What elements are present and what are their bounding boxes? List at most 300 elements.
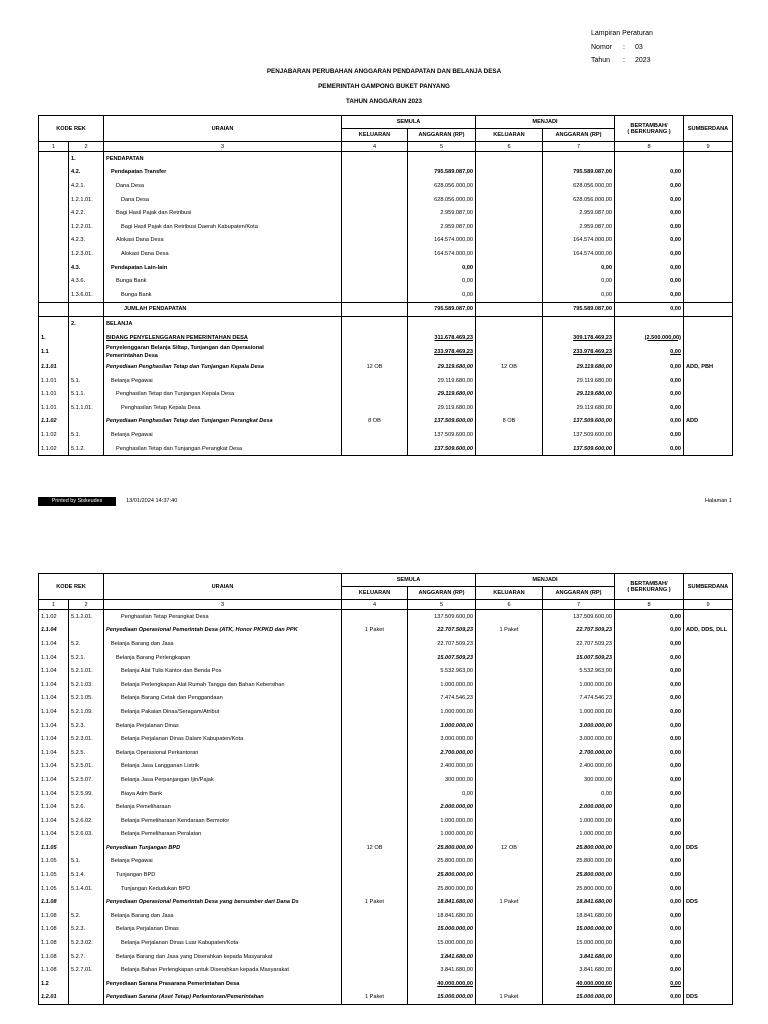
table-row	[39, 977, 733, 991]
keluaran-menjadi-cell: 8 OB	[476, 415, 543, 429]
uraian-cell	[104, 936, 342, 950]
tahun-label: Tahun	[591, 57, 611, 64]
uraian-cell	[104, 360, 342, 374]
selisih-cell: 0,00	[615, 814, 684, 828]
kode-rek-cell	[69, 841, 104, 855]
uraian-text: Belanja Barang Perlengkapan	[116, 654, 191, 661]
keluaran-semula-cell	[342, 388, 408, 402]
uraian-cell	[104, 882, 342, 896]
table-row	[39, 166, 733, 180]
sumberdana-cell: ADD	[684, 415, 733, 429]
uraian-cell	[104, 651, 342, 665]
keluaran-menjadi-header: KELUARAN	[476, 129, 543, 142]
keluaran-semula-cell	[342, 678, 408, 692]
selisih-cell: 0,00	[615, 651, 684, 665]
kode-rek-cell: 4.2.2.	[69, 206, 104, 220]
keluaran-semula-cell: 1 Paket	[342, 991, 408, 1005]
uraian-text: Belanja Pemeliharaan Peralatan	[121, 831, 202, 838]
kode-rek-cell: 5.1.1.	[69, 388, 104, 402]
table-row	[39, 206, 733, 220]
uraian-text: Penyediaan Tunjangan BPD	[106, 844, 181, 851]
keluaran-menjadi-header: KELUARAN	[476, 587, 543, 600]
uraian-cell	[104, 868, 342, 882]
uraian-cell	[104, 247, 342, 261]
anggaran-semula-cell: 137.509.600,00	[408, 415, 476, 429]
kode-bidang-cell	[39, 166, 69, 180]
keluaran-semula-cell	[342, 261, 408, 275]
keluaran-menjadi-cell	[476, 977, 543, 991]
anggaran-menjadi-cell: 137.509.600,00	[543, 428, 615, 442]
table-row	[39, 415, 733, 429]
kode-bidang-cell: 1.1.04	[39, 828, 69, 842]
kode-rek-cell: 1.2.3.01.	[69, 247, 104, 261]
anggaran-semula-cell: 1.000.000,00	[408, 828, 476, 842]
keluaran-semula-cell	[342, 719, 408, 733]
anggaran-semula-cell: 164.574.000,00	[408, 247, 476, 261]
anggaran-semula-cell: 3.841.680,00	[408, 950, 476, 964]
selisih-cell: (2.500.000,00)	[615, 331, 684, 345]
keluaran-menjadi-cell	[476, 302, 543, 317]
kode-bidang-cell	[39, 193, 69, 207]
selisih-cell: 0,00	[615, 637, 684, 651]
kode-bidang-cell	[39, 288, 69, 302]
kode-bidang-cell: 1.1.08	[39, 895, 69, 909]
anggaran-menjadi-cell: 3.000.000,00	[543, 719, 615, 733]
keluaran-menjadi-cell	[476, 868, 543, 882]
table-row	[39, 247, 733, 261]
kode-bidang-cell	[39, 234, 69, 248]
uraian-cell	[104, 705, 342, 719]
kode-bidang-cell: 1.1.08	[39, 950, 69, 964]
anggaran-menjadi-cell: 1.000.000,00	[543, 814, 615, 828]
keluaran-semula-cell	[342, 428, 408, 442]
kode-rek-cell: 5.1.	[69, 374, 104, 388]
anggaran-semula-header: ANGGARAN (RP)	[408, 129, 476, 142]
keluaran-menjadi-cell	[476, 206, 543, 220]
anggaran-semula-cell: 25.800.000,00	[408, 855, 476, 869]
kode-bidang-cell: 1.1.01	[39, 401, 69, 415]
anggaran-menjadi-cell: 164.574.000,00	[543, 247, 615, 261]
sumberdana-cell	[684, 317, 733, 331]
sumberdana-cell	[684, 800, 733, 814]
uraian-text: Belanja Jasa Langganan Listrik	[121, 763, 199, 770]
tahun-colon: :	[623, 57, 625, 64]
keluaran-menjadi-cell	[476, 787, 543, 801]
keluaran-menjadi-cell	[476, 732, 543, 746]
anggaran-menjadi-cell: 3.841.680,00	[543, 963, 615, 977]
sumberdana-cell	[684, 428, 733, 442]
selisih-cell: 0,00	[615, 664, 684, 678]
sumberdana-cell	[684, 179, 733, 193]
page-gap	[0, 520, 768, 555]
kode-bidang-cell: 1.1.08	[39, 963, 69, 977]
semula-header: SEMULA	[342, 116, 476, 129]
tahun-value: 2023	[635, 57, 651, 64]
anggaran-semula-cell: 3.000.000,00	[408, 719, 476, 733]
keluaran-menjadi-cell	[476, 179, 543, 193]
sumberdana-cell	[684, 664, 733, 678]
selisih-cell: 0,00	[615, 166, 684, 180]
keluaran-menjadi-cell	[476, 374, 543, 388]
keluaran-semula-cell	[342, 152, 408, 166]
uraian-cell	[104, 963, 342, 977]
anggaran-menjadi-cell: 25.800.000,00	[543, 882, 615, 896]
anggaran-semula-cell: 2.959.087,00	[408, 220, 476, 234]
table-row	[39, 388, 733, 402]
keluaran-semula-cell	[342, 950, 408, 964]
uraian-text: Tunjangan BPD	[116, 872, 156, 879]
uraian-text: Belanja Operasional Perkantoran	[116, 749, 199, 756]
uraian-cell	[104, 800, 342, 814]
keluaran-menjadi-cell	[476, 428, 543, 442]
kode-rek-cell: 4.2.1.	[69, 179, 104, 193]
selisih-cell: 0,00	[615, 344, 684, 360]
kode-bidang-cell	[39, 317, 69, 331]
uraian-cell	[104, 302, 342, 317]
keluaran-semula-cell: 12 OB	[342, 841, 408, 855]
uraian-cell	[104, 746, 342, 760]
sumberdana-cell	[684, 909, 733, 923]
kode-rek-cell: 5.1.1.01.	[69, 401, 104, 415]
selisih-cell: 0,00	[615, 991, 684, 1005]
kode-bidang-cell	[39, 206, 69, 220]
sumberdana-cell	[684, 344, 733, 360]
table-row	[39, 882, 733, 896]
kode-rek-cell: 5.1.4.01.	[69, 882, 104, 896]
keluaran-menjadi-cell	[476, 637, 543, 651]
uraian-text: Penyelenggaran Belanja Siltap, Tunjangan dan Operasional	[106, 345, 264, 352]
uraian-cell	[104, 787, 342, 801]
anggaran-semula-cell: 1.000.000,00	[408, 678, 476, 692]
table-row	[39, 678, 733, 692]
keluaran-semula-cell	[342, 909, 408, 923]
column-number: 9	[684, 600, 733, 610]
uraian-cell	[104, 773, 342, 787]
anggaran-menjadi-cell: 0,00	[543, 274, 615, 288]
keluaran-menjadi-cell	[476, 401, 543, 415]
kode-bidang-cell: 1.1.04	[39, 773, 69, 787]
report-subtitle-village: PEMERINTAH GAMPONG BUKET PANYANG	[318, 83, 450, 90]
anggaran-semula-cell: 22.707.509,23	[408, 624, 476, 638]
kode-bidang-cell: 1.1.04	[39, 624, 69, 638]
sumberdana-cell	[684, 247, 733, 261]
keluaran-semula-cell	[342, 705, 408, 719]
anggaran-semula-cell: 25.800.000,00	[408, 841, 476, 855]
table-row	[39, 442, 733, 456]
keluaran-semula-cell	[342, 247, 408, 261]
sumberdana-cell	[684, 977, 733, 991]
kode-rek-cell: 4.2.	[69, 166, 104, 180]
keluaran-semula-cell	[342, 855, 408, 869]
sumberdana-cell	[684, 868, 733, 882]
sumberdana-cell	[684, 950, 733, 964]
selisih-cell: 0,00	[615, 787, 684, 801]
anggaran-menjadi-cell: 137.509.600,00	[543, 610, 615, 624]
kode-bidang-cell: 1.1.04	[39, 746, 69, 760]
uraian-cell	[104, 950, 342, 964]
budget-table-page-2	[38, 573, 733, 1005]
keluaran-semula-cell	[342, 344, 408, 360]
kode-rek-cell: 5.2.6.	[69, 800, 104, 814]
selisih-cell: 0,00	[615, 360, 684, 374]
kode-rek-cell: 5.2.6.02.	[69, 814, 104, 828]
keluaran-semula-cell	[342, 193, 408, 207]
uraian-cell	[104, 442, 342, 456]
menjadi-header: MENJADI	[476, 116, 615, 129]
table-row	[39, 637, 733, 651]
table-row	[39, 773, 733, 787]
sumberdana-cell	[684, 274, 733, 288]
keluaran-menjadi-cell	[476, 317, 543, 331]
kode-rek-cell	[69, 624, 104, 638]
anggaran-semula-cell	[408, 317, 476, 331]
kode-rek-cell: 5.1.	[69, 855, 104, 869]
table-row	[39, 152, 733, 166]
bertambah-header	[615, 574, 684, 600]
selisih-cell: 0,00	[615, 234, 684, 248]
anggaran-menjadi-cell: 5.532.963,00	[543, 664, 615, 678]
keluaran-semula-cell	[342, 977, 408, 991]
selisih-cell: 0,00	[615, 442, 684, 456]
uraian-text: Belanja Perjalanan Dinas	[116, 926, 179, 933]
page-number: Halaman 1	[704, 498, 732, 504]
budget-table-page-1	[38, 115, 733, 456]
uraian-cell	[104, 317, 342, 331]
table-row	[39, 624, 733, 638]
uraian-text: Penyediaan Operasional Pemerintah Desa (ATK, Honor PKPKD dan PPK	[106, 627, 298, 634]
kode-rek-cell: 5.1.2.	[69, 442, 104, 456]
uraian-text: Penyediaan Penghasilan Tetap dan Tunjangan Kepala Desa	[106, 364, 264, 371]
kode-bidang-cell: 1.2	[39, 977, 69, 991]
anggaran-semula-cell: 2.959.087,00	[408, 206, 476, 220]
column-number: 2	[69, 142, 104, 152]
kode-bidang-cell: 1.1.08	[39, 909, 69, 923]
anggaran-menjadi-cell: 40.000.000,00	[543, 977, 615, 991]
selisih-cell: 0,00	[615, 428, 684, 442]
anggaran-semula-cell: 233.978.469,23	[408, 344, 476, 360]
anggaran-semula-cell: 2.700.000,00	[408, 746, 476, 760]
table-row	[39, 193, 733, 207]
kode-rek-cell: 1.3.6.01.	[69, 288, 104, 302]
uraian-cell	[104, 732, 342, 746]
keluaran-menjadi-cell: 1 Paket	[476, 991, 543, 1005]
anggaran-menjadi-cell: 628.056.000,00	[543, 193, 615, 207]
kode-bidang-cell: 1.	[39, 331, 69, 345]
uraian-text: Belanja Barang dan Jasa	[111, 912, 174, 919]
uraian-cell	[104, 624, 342, 638]
keluaran-menjadi-cell: 12 OB	[476, 841, 543, 855]
uraian-text: Belanja Pemeliharaan	[116, 804, 171, 811]
kode-bidang-cell: 1.1.04	[39, 705, 69, 719]
anggaran-semula-cell: 0,00	[408, 261, 476, 275]
sumberdana-cell	[684, 746, 733, 760]
anggaran-menjadi-cell: 18.841.680,00	[543, 909, 615, 923]
kode-rek-cell: 1.2.2.01.	[69, 220, 104, 234]
berkurang-label: ( BERKURANG )	[627, 128, 671, 135]
column-number: 3	[104, 600, 342, 610]
anggaran-semula-cell: 25.800.000,00	[408, 868, 476, 882]
keluaran-menjadi-cell	[476, 274, 543, 288]
keluaran-menjadi-cell	[476, 692, 543, 706]
selisih-cell: 0,00	[615, 705, 684, 719]
table-row	[39, 692, 733, 706]
keluaran-semula-cell	[342, 317, 408, 331]
keluaran-semula-cell	[342, 773, 408, 787]
anggaran-semula-cell: 15.000.000,00	[408, 923, 476, 937]
sumberdana-cell	[684, 828, 733, 842]
sumberdana-cell	[684, 787, 733, 801]
keluaran-semula-cell	[342, 868, 408, 882]
sumberdana-header: SUMBERDANA	[684, 574, 733, 600]
keluaran-semula-cell	[342, 936, 408, 950]
selisih-cell: 0,00	[615, 800, 684, 814]
keluaran-semula-cell	[342, 401, 408, 415]
column-number: 2	[69, 600, 104, 610]
anggaran-menjadi-cell: 22.707.509,23	[543, 624, 615, 638]
anggaran-menjadi-header: ANGGARAN (RP)	[543, 129, 615, 142]
keluaran-menjadi-cell	[476, 388, 543, 402]
uraian-text: Tunjangan Kedudukan BPD	[121, 885, 191, 892]
keluaran-semula-cell	[342, 664, 408, 678]
uraian-text: Belanja Pegawai	[111, 858, 153, 865]
kode-rek-cell: 5.2.3.	[69, 719, 104, 733]
kode-rek-cell: 5.2.3.01.	[69, 732, 104, 746]
sumberdana-cell	[684, 374, 733, 388]
table-row	[39, 344, 733, 360]
anggaran-semula-cell: 25.800.000,00	[408, 882, 476, 896]
uraian-cell	[104, 637, 342, 651]
uraian-cell	[104, 977, 342, 991]
anggaran-menjadi-cell: 795.589.087,00	[543, 166, 615, 180]
anggaran-menjadi-cell	[543, 152, 615, 166]
keluaran-menjadi-cell	[476, 909, 543, 923]
anggaran-semula-cell: 137.509.600,00	[408, 428, 476, 442]
table-row	[39, 991, 733, 1005]
uraian-text: Pendapatan Transfer	[111, 169, 167, 176]
kode-bidang-cell	[39, 179, 69, 193]
table-row	[39, 261, 733, 275]
kode-rek-cell: 5.1.2.01.	[69, 610, 104, 624]
sumberdana-cell	[684, 936, 733, 950]
table-row	[39, 179, 733, 193]
keluaran-menjadi-cell	[476, 610, 543, 624]
keluaran-menjadi-cell	[476, 923, 543, 937]
table-row	[39, 950, 733, 964]
uraian-cell	[104, 193, 342, 207]
kode-bidang-cell: 1.1.04	[39, 800, 69, 814]
anggaran-semula-cell: 2.400.000,00	[408, 760, 476, 774]
uraian-cell	[104, 331, 342, 345]
uraian-text: Belanja Perjalanan Dinas	[116, 722, 179, 729]
anggaran-semula-cell: 137.509.600,00	[408, 610, 476, 624]
berkurang-label: ( BERKURANG )	[627, 586, 671, 593]
keluaran-semula-cell	[342, 828, 408, 842]
kode-bidang-cell: 1.1.01	[39, 388, 69, 402]
anggaran-menjadi-cell: 309.178.469,23	[543, 331, 615, 345]
keluaran-semula-cell	[342, 963, 408, 977]
keluaran-semula-cell: 12 OB	[342, 360, 408, 374]
table-header	[39, 574, 733, 610]
kode-bidang-cell: 1.1.04	[39, 664, 69, 678]
sumberdana-cell: DDS	[684, 841, 733, 855]
keluaran-menjadi-cell	[476, 855, 543, 869]
anggaran-menjadi-cell: 233.978.469,23	[543, 344, 615, 360]
kode-rek-cell: 5.2.1.05.	[69, 692, 104, 706]
anggaran-menjadi-cell: 300.000,00	[543, 773, 615, 787]
selisih-cell: 0,00	[615, 206, 684, 220]
keluaran-menjadi-cell: 12 OB	[476, 360, 543, 374]
selisih-cell: 0,00	[615, 692, 684, 706]
anggaran-menjadi-cell: 2.959.087,00	[543, 220, 615, 234]
column-number: 6	[476, 600, 543, 610]
selisih-cell: 0,00	[615, 746, 684, 760]
uraian-cell	[104, 841, 342, 855]
keluaran-semula-cell	[342, 374, 408, 388]
uraian-text: Belanja Perlengkapan Alat Rumah Tangga dan Bahan Kebersihan	[121, 681, 285, 688]
kode-rek-cell: 5.2.3.	[69, 923, 104, 937]
keluaran-menjadi-cell	[476, 664, 543, 678]
keluaran-menjadi-cell	[476, 828, 543, 842]
uraian-text: PENDAPATAN	[106, 155, 144, 162]
uraian-header: URAIAN	[104, 574, 342, 600]
kode-rek-cell: 5.1.4.	[69, 868, 104, 882]
table-body	[39, 152, 733, 456]
uraian-cell	[104, 814, 342, 828]
uraian-text: Penyediaan Penghasilan Tetap dan Tunjangan Perangkat Desa	[106, 418, 273, 425]
column-number: 5	[408, 142, 476, 152]
column-number: 4	[342, 142, 408, 152]
anggaran-semula-cell: 15.000.000,00	[408, 936, 476, 950]
kode-bidang-cell: 1.1.01	[39, 374, 69, 388]
keluaran-semula-cell	[342, 882, 408, 896]
sumberdana-cell	[684, 760, 733, 774]
uraian-cell	[104, 274, 342, 288]
keluaran-semula-cell	[342, 746, 408, 760]
uraian-cell	[104, 692, 342, 706]
kode-rek-cell: 2.	[69, 317, 104, 331]
nomor-label: Nomor	[591, 43, 613, 51]
kode-bidang-cell: 1.1.05	[39, 841, 69, 855]
uraian-text: Belanja Bahan Perlengkapan untuk Diserahkan kepada Masyarakat	[121, 967, 289, 974]
kode-rek-cell: 5.2.1.01.	[69, 664, 104, 678]
anggaran-menjadi-cell: 628.056.000,00	[543, 179, 615, 193]
anggaran-semula-cell: 29.119.680,00	[408, 388, 476, 402]
kode-bidang-cell: 1.2.01	[39, 991, 69, 1005]
table-row	[39, 374, 733, 388]
keluaran-semula-cell	[342, 732, 408, 746]
uraian-cell	[104, 828, 342, 842]
keluaran-menjadi-cell	[476, 344, 543, 360]
keluaran-semula-cell	[342, 692, 408, 706]
sumberdana-cell	[684, 220, 733, 234]
uraian-text: BELANJA	[106, 320, 133, 327]
kode-rek-cell	[69, 331, 104, 345]
report-subtitle-year: TAHUN ANGGARAN 2023	[346, 98, 422, 105]
sumberdana-cell	[684, 651, 733, 665]
keluaran-menjadi-cell	[476, 950, 543, 964]
uraian-text: Penyediaan Sarana Prasarana Pemerintahan Desa	[106, 980, 240, 987]
anggaran-semula-cell: 628.056.000,00	[408, 179, 476, 193]
selisih-cell: 0,00	[615, 828, 684, 842]
report-title: PENJABARAN PERUBAHAN ANGGARAN PENDAPATAN DAN BELANJA DESA	[266, 68, 502, 75]
kode-rek-cell: 1.	[69, 152, 104, 166]
table-row	[39, 936, 733, 950]
kode-rek-cell: 1.2.1.01.	[69, 193, 104, 207]
uraian-cell	[104, 760, 342, 774]
anggaran-semula-cell: 795.589.087,00	[408, 302, 476, 317]
keluaran-semula-header: KELUARAN	[342, 587, 408, 600]
anggaran-menjadi-cell: 29.119.680,00	[543, 360, 615, 374]
